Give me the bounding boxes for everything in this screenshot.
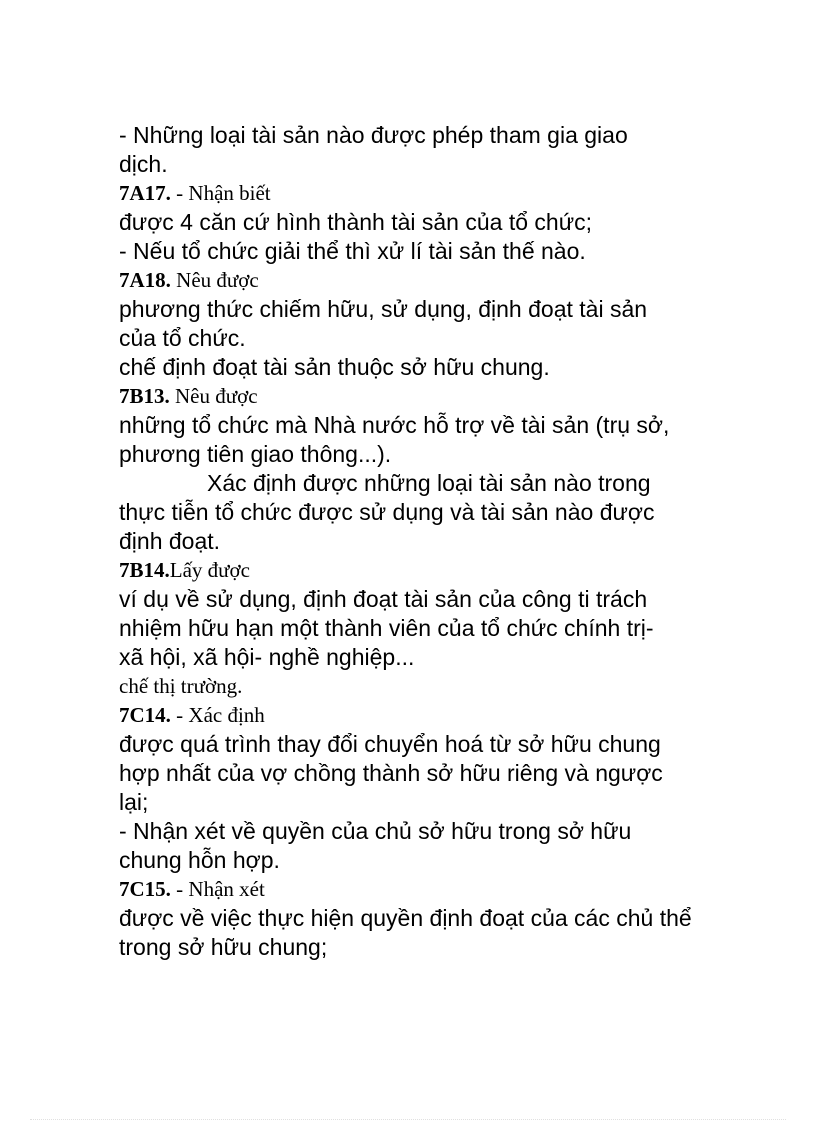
text-line: được quá trình thay đổi chuyển hoá từ sở hữu chung xyxy=(119,731,661,757)
text-line: được về việc thực hiện quyền định đoạt của các chủ thể xyxy=(119,905,692,931)
section-heading-7c14 xyxy=(119,701,719,730)
text-line: - Nhận xét về quyền của chủ sở hữu trong sở hữu xyxy=(119,818,632,844)
text-line: phương tiên giao thông...). xyxy=(119,441,392,467)
section-heading-text: - Xác định xyxy=(170,703,265,727)
text-line: ví dụ về sử dụng, định đoạt tài sản của công ti trách xyxy=(119,586,648,612)
text-line: thực tiễn tổ chức được sử dụng và tài sản nào được xyxy=(119,499,655,525)
section-heading-text: Lấy được xyxy=(169,558,250,582)
text-line: trong sở hữu chung; xyxy=(119,934,328,960)
text-line: chế thị trường. xyxy=(119,674,243,698)
section-heading-7a18 xyxy=(119,266,719,295)
page-bottom-rule xyxy=(30,1119,786,1120)
section-heading-text: Nêu được xyxy=(170,268,259,292)
text-line: được 4 căn cứ hình thành tài sản của tổ chức; xyxy=(119,209,592,235)
section-heading-text: - Nhận xét xyxy=(170,877,265,901)
section-code: 7A17. xyxy=(119,181,171,205)
section-code: 7B13. xyxy=(119,384,170,408)
text-line: xã hội, xã hội- nghề nghiệp... xyxy=(119,644,415,670)
text-line: lại; xyxy=(119,789,149,815)
text-line: - Nếu tổ chức giải thể thì xử lí tài sản thế nào. xyxy=(119,238,586,264)
section-heading-text: Nêu được xyxy=(169,384,258,408)
text-line: - Những loại tài sản nào được phép tham gia giao xyxy=(119,122,628,148)
text-line: phương thức chiếm hữu, sử dụng, định đoạt tài sản xyxy=(119,296,648,322)
section-code: 7C15. xyxy=(119,877,171,901)
section-code: 7A18. xyxy=(119,268,171,292)
document-body xyxy=(119,121,719,962)
text-line: Xác định được những loại tài sản nào trong xyxy=(207,470,651,496)
section-heading-text: - Nhận biết xyxy=(170,181,271,205)
section-heading-7b14 xyxy=(119,556,719,585)
text-line: chung hỗn hợp. xyxy=(119,847,280,873)
text-line: định đoạt. xyxy=(119,528,221,554)
section-heading-7b13 xyxy=(119,382,719,411)
text-line: nhiệm hữu hạn một thành viên của tổ chức chính trị- xyxy=(119,615,654,641)
text-line: hợp nhất của vợ chồng thành sở hữu riêng và ngược xyxy=(119,760,663,786)
section-code: 7C14. xyxy=(119,703,171,727)
text-line: dịch. xyxy=(119,151,168,177)
section-heading-7c15 xyxy=(119,875,719,904)
section-heading-7a17 xyxy=(119,179,719,208)
section-code: 7B14. xyxy=(119,558,170,582)
text-line: chế định đoạt tài sản thuộc sở hữu chung. xyxy=(119,354,550,380)
text-line: những tổ chức mà Nhà nước hỗ trợ về tài sản (trụ sở, xyxy=(119,412,670,438)
text-line: của tổ chức. xyxy=(119,325,246,351)
